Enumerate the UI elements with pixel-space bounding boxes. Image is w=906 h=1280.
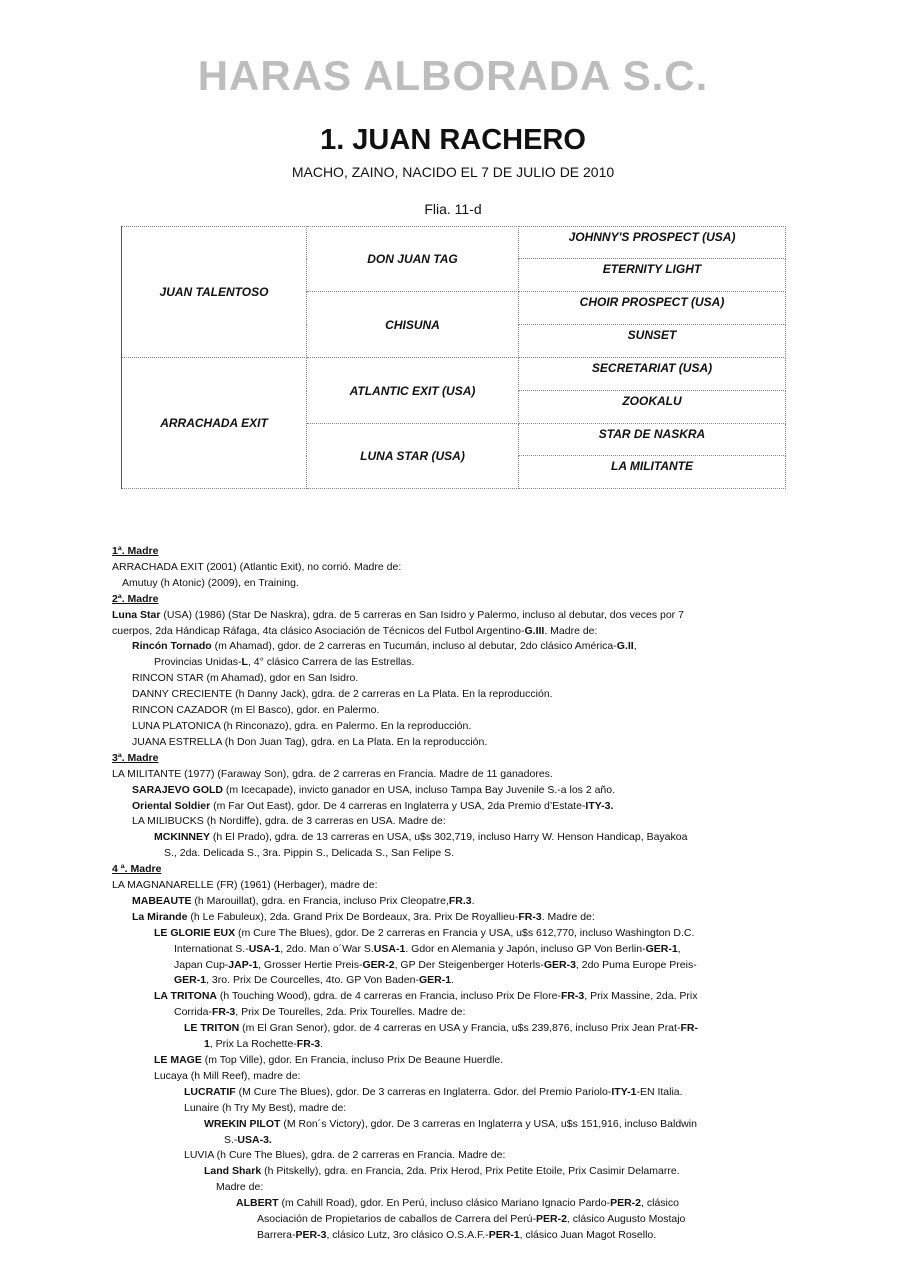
lineage-line: [112, 846, 772, 862]
lineage-line: [112, 767, 772, 783]
text-run: , clásico Lutz, 3ro clásico O.S.A.F.-: [326, 1228, 489, 1241]
bold-text: Oriental Soldier: [132, 799, 211, 812]
text-run: Internationat S.-: [174, 942, 249, 955]
text-run: , Prix De Tourelles, 2da. Prix Tourelles. Madre de:: [235, 1006, 466, 1019]
text-run: (M Ron´s Victory), gdor. De 3 carreras en Inglaterra y USA, u$s 151,916, incluso Baldwin: [280, 1117, 697, 1130]
text-run: Provincias Unidas-: [154, 656, 242, 669]
pedigree-dam: ARRACHADA EXIT: [122, 358, 307, 489]
text-run: LA MILITANTE (1977) (Faraway Son), gdra. de 2 carreras en Francia. Madre de 11 ganadores.: [112, 767, 553, 780]
lineage-line: [112, 942, 772, 958]
text-run: LUVIA (h Cure The Blues), gdra. de 2 carreras en Francia. Madre de:: [184, 1149, 506, 1162]
text-run: -EN Italia.: [636, 1085, 683, 1098]
bold-text: LUCRATIF: [184, 1085, 236, 1098]
text-run: JUANA ESTRELLA (h Don Juan Tag), gdra. en La Plata. En la reproducción.: [132, 735, 488, 748]
text-run: . Madre de:: [544, 624, 598, 637]
lineage-line: [112, 1021, 772, 1037]
lineage-line: [112, 687, 772, 703]
lineage-line: [112, 783, 772, 799]
text-run: , clásico Juan Magot Rosello.: [519, 1228, 657, 1241]
lineage-line: [112, 1037, 772, 1053]
text-run: , 3ro. Prix De Courcelles, 4to. GP Von Baden-: [206, 974, 419, 987]
lineage-line: [112, 958, 772, 974]
brand-header: HARAS ALBORADA S.C.: [197, 52, 709, 99]
bold-text: PER-1: [488, 1228, 520, 1241]
bold-text: SARAJEVO GOLD: [132, 783, 224, 796]
text-run: Asociación de Propietarios de caballos de Carrera del Perú-: [257, 1213, 536, 1226]
bold-text: L: [241, 656, 248, 669]
text-run: ARRACHADA EXIT (2001) (Atlantic Exit), no corrió. Madre de:: [112, 560, 402, 573]
lineage-line: [112, 1101, 772, 1117]
lineage-line: [112, 1005, 772, 1021]
text-run: .: [451, 974, 454, 987]
pedigree-sire-dam: CHISUNA: [307, 292, 519, 358]
bold-text: GER-3: [543, 958, 576, 971]
pedigree-g3-2: ETERNITY LIGHT: [519, 259, 786, 292]
heading-text: 3ª. Madre: [112, 751, 159, 764]
text-run: S.-: [224, 1133, 238, 1146]
lineage-line: [112, 1228, 772, 1244]
text-run: Lunaire (h Try My Best), madre de:: [184, 1101, 347, 1114]
text-run: Madre de:: [216, 1181, 264, 1194]
text-run: (m Top Ville), gdor. En Francia, incluso Prix De Beaune Huerdle.: [201, 1054, 504, 1066]
bold-text: Land Shark: [204, 1165, 262, 1178]
bold-text: GER-1: [418, 974, 452, 987]
pedigree-table: [121, 226, 786, 489]
text-run: , 4° clásico Carrera de las Estrellas.: [247, 656, 415, 669]
bold-text: FR-3: [296, 1038, 321, 1051]
lineage-line: [112, 1069, 772, 1085]
text-run: LA MAGNANARELLE (FR) (1961) (Herbager), madre de:: [112, 879, 378, 892]
bold-text: LE MAGE: [154, 1054, 202, 1066]
bold-text: LA TRITONA: [154, 990, 217, 1003]
text-run: RINCON STAR (m Ahamad), gdor en San Isidro.: [132, 672, 359, 685]
lineage-line: [112, 799, 772, 815]
section-heading: [112, 592, 772, 608]
bold-text: G.II: [616, 640, 634, 653]
text-run: , Prix Massine, 2da. Prix: [584, 990, 698, 1003]
text-run: LUNA PLATONICA (h Rinconazo), gdra. en Palermo. En la reproducción.: [132, 719, 472, 732]
text-run: (h Touching Wood), gdra. de 4 carreras en Francia, incluso Prix De Flore-: [217, 990, 561, 1003]
lineage-line: [112, 1133, 772, 1149]
lineage-line: [112, 576, 772, 592]
text-run: S., 2da. Delicada S., 3ra. Pippin S., Delicada S., San Felipe S.: [164, 847, 455, 860]
text-run: , Prix La Rochette-: [209, 1038, 297, 1051]
lineage-line: [112, 735, 772, 751]
text-run: Amutuy (h Atonic) (2009), en Training.: [122, 576, 299, 589]
bold-text: USA-1: [248, 942, 281, 955]
pedigree-g3-1: JOHNNY'S PROSPECT (USA): [519, 227, 786, 259]
text-run: .: [471, 894, 475, 907]
lineage-line: [112, 1212, 772, 1228]
bold-text: 1: [204, 1038, 210, 1051]
bold-text: JAP-1: [228, 958, 259, 971]
lineage-line: [112, 719, 772, 735]
bold-text: FR-: [680, 1022, 698, 1035]
bold-text: FR.3: [448, 894, 472, 907]
lineage-line: [112, 1148, 772, 1164]
pedigree-dam-dam: LUNA STAR (USA): [307, 424, 519, 489]
bold-text: PER-3: [295, 1228, 327, 1241]
bold-text: PER-2: [535, 1213, 567, 1226]
bold-text: PER-2: [610, 1197, 642, 1210]
lineage-line: [112, 926, 772, 942]
lineage-line: [112, 973, 772, 989]
bold-text: ALBERT: [236, 1197, 279, 1210]
text-run: .: [320, 1038, 324, 1051]
text-run: Barrera-: [257, 1228, 296, 1241]
text-run: , 2do Puma Europe Preis-: [575, 958, 697, 971]
text-run: (m Far Out East), gdor. De 4 carreras en Inglaterra y USA, 2da Premio d’Estate-: [210, 799, 586, 812]
pedigree-g3-4: SUNSET: [519, 325, 786, 358]
section-heading: [112, 751, 772, 767]
text-run: , 2do. Man o´War S.: [280, 942, 374, 955]
text-run: (m Ahamad), gdor. de 2 carreras en Tucumán, incluso al debutar, 2do clásico América-: [211, 640, 617, 653]
lineage-line: [112, 655, 772, 671]
bold-text: USA-3.: [237, 1133, 272, 1146]
text-run: Japan Cup-: [174, 958, 229, 971]
text-run: Lucaya (h Mill Reef), madre de:: [154, 1069, 301, 1082]
bold-text: WREKIN PILOT: [204, 1117, 281, 1130]
bold-text: ITY-1: [611, 1085, 637, 1098]
text-run: (h El Prado), gdra. de 13 carreras en USA, u$s 302,719, incluso Harry W. Henson Handicap, Bayakoa: [210, 831, 688, 844]
section-heading: [112, 862, 772, 878]
pedigree-sire: JUAN TALENTOSO: [122, 227, 307, 358]
bold-text: ITY-3.: [585, 799, 614, 812]
lineage-line: [112, 814, 772, 830]
text-run: . Gdor en Alemania y Japón, incluso GP Von Berlin-: [405, 942, 646, 955]
lineage-line: [112, 560, 772, 576]
bold-text: GER-1: [174, 974, 207, 987]
text-run: (m Icecapade), invicto ganador en USA, incluso Tampa Bay Juvenile S.-a los 2 año.: [223, 783, 616, 796]
lineage-line: [112, 608, 772, 624]
text-run: (USA) (1986) (Star De Naskra), gdra. de 5 carreras en San Isidro y Palermo, incluso al debutar, dos veces por 7: [160, 608, 684, 621]
bold-text: La Mirande: [132, 910, 188, 923]
bold-text: GER-1: [645, 942, 678, 955]
lineage-line: [112, 639, 772, 655]
pedigree-sire-sire: DON JUAN TAG: [307, 227, 519, 292]
text-run: , clásico: [641, 1197, 679, 1210]
bold-text: GER-2: [362, 958, 395, 971]
bold-text: G.III: [524, 624, 545, 637]
bold-text: Luna Star: [112, 608, 161, 621]
text-run: (m Cure The Blues), gdor. De 2 carreras en Francia y USA, u$s 612,770, incluso Washington D.C.: [235, 926, 695, 939]
pedigree-g3-7: STAR DE NASKRA: [519, 424, 786, 456]
text-run: (h Marouillat), gdra. en Francia, incluso Prix Cleopatre,: [191, 894, 449, 907]
text-run: ,: [633, 640, 637, 653]
heading-text: 4 ª. Madre: [112, 863, 162, 876]
text-run: RINCON CAZADOR (m El Basco), gdor. en Palermo.: [132, 704, 380, 717]
pedigree-dam-sire: ATLANTIC EXIT (USA): [307, 358, 519, 424]
lineage-line: [112, 624, 772, 640]
family-number: Flia. 11-d: [424, 201, 482, 217]
text-run: (h Le Fabuleux), 2da. Grand Prix De Bordeaux, 3ra. Prix De Royallieu-: [187, 910, 519, 923]
text-run: , Grosser Hertie Preis-: [258, 958, 363, 971]
horse-title: 1. JUAN RACHERO: [320, 124, 586, 156]
lineage-line: [112, 910, 772, 926]
bold-text: MCKINNEY: [154, 831, 211, 844]
bold-text: MABEAUTE: [132, 894, 192, 907]
text-run: Corrida-: [174, 1006, 212, 1019]
pedigree-g3-8: LA MILITANTE: [519, 456, 786, 489]
lineage-line: [112, 1053, 772, 1069]
bold-text: Rincón Tornado: [132, 640, 212, 653]
pedigree-g3-5: SECRETARIAT (USA): [519, 358, 786, 391]
text-run: cuerpos, 2da Hándicap Ráfaga, 4ta clásico Asociación de Técnicos del Futbol Argentino-: [112, 624, 525, 637]
section-heading: [112, 544, 772, 560]
lineage-line: [112, 1180, 772, 1196]
text-run: , GP Der Steigenberger Hoterls-: [394, 958, 544, 971]
text-run: (m El Gran Senor), gdor. de 4 carreras en USA y Francia, u$s 239,876, incluso Prix Jean Prat-: [239, 1022, 681, 1035]
lineage-line: [112, 1085, 772, 1101]
bold-text: FR-3: [211, 1006, 236, 1019]
text-run: . Madre de:: [541, 910, 595, 923]
lineage-line: [112, 1117, 772, 1133]
bold-text: FR-3: [518, 910, 542, 923]
pedigree-g3-3: CHOIR PROSPECT (USA): [519, 292, 786, 325]
lineage-line: [112, 830, 772, 846]
heading-text: 2ª. Madre: [112, 592, 159, 605]
text-run: (m Cahill Road), gdor. En Perú, incluso clásico Mariano Ignacio Pardo-: [278, 1197, 611, 1210]
lineage-line: [112, 894, 772, 910]
bold-text: LE GLORIE EUX: [154, 926, 236, 939]
text-run: , clásico Augusto Mostajo: [566, 1213, 686, 1226]
lineage-line: [112, 1164, 772, 1180]
bold-text: FR-3: [560, 990, 585, 1003]
lineage-line: [112, 671, 772, 687]
text-run: DANNY CRECIENTE (h Danny Jack), gdra. de 2 carreras en La Plata. En la reproducción.: [132, 688, 553, 701]
maternal-lineage-text: [112, 544, 772, 1244]
bold-text: USA-1: [373, 942, 406, 955]
text-run: ,: [677, 942, 681, 955]
text-run: (h Pitskelly), gdra. en Francia, 2da. Prix Herod, Prix Petite Etoile, Prix Casimir Delamarre.: [261, 1165, 680, 1178]
text-run: (M Cure The Blues), gdor. De 3 carreras en Inglaterra. Gdor. del Premio Pariolo-: [235, 1085, 612, 1098]
heading-text: 1ª. Madre: [112, 545, 159, 557]
lineage-line: [112, 989, 772, 1005]
text-run: LA MILIBUCKS (h Nordiffe), gdra. de 3 carreras en USA. Madre de:: [132, 815, 446, 828]
lineage-line: [112, 878, 772, 894]
bold-text: LE TRITON: [184, 1022, 240, 1035]
pedigree-g3-6: ZOOKALU: [519, 391, 786, 424]
lineage-line: [112, 703, 772, 719]
horse-description: MACHO, ZAINO, NACIDO EL 7 DE JULIO DE 2010: [291, 164, 615, 180]
lineage-line: [112, 1196, 772, 1212]
